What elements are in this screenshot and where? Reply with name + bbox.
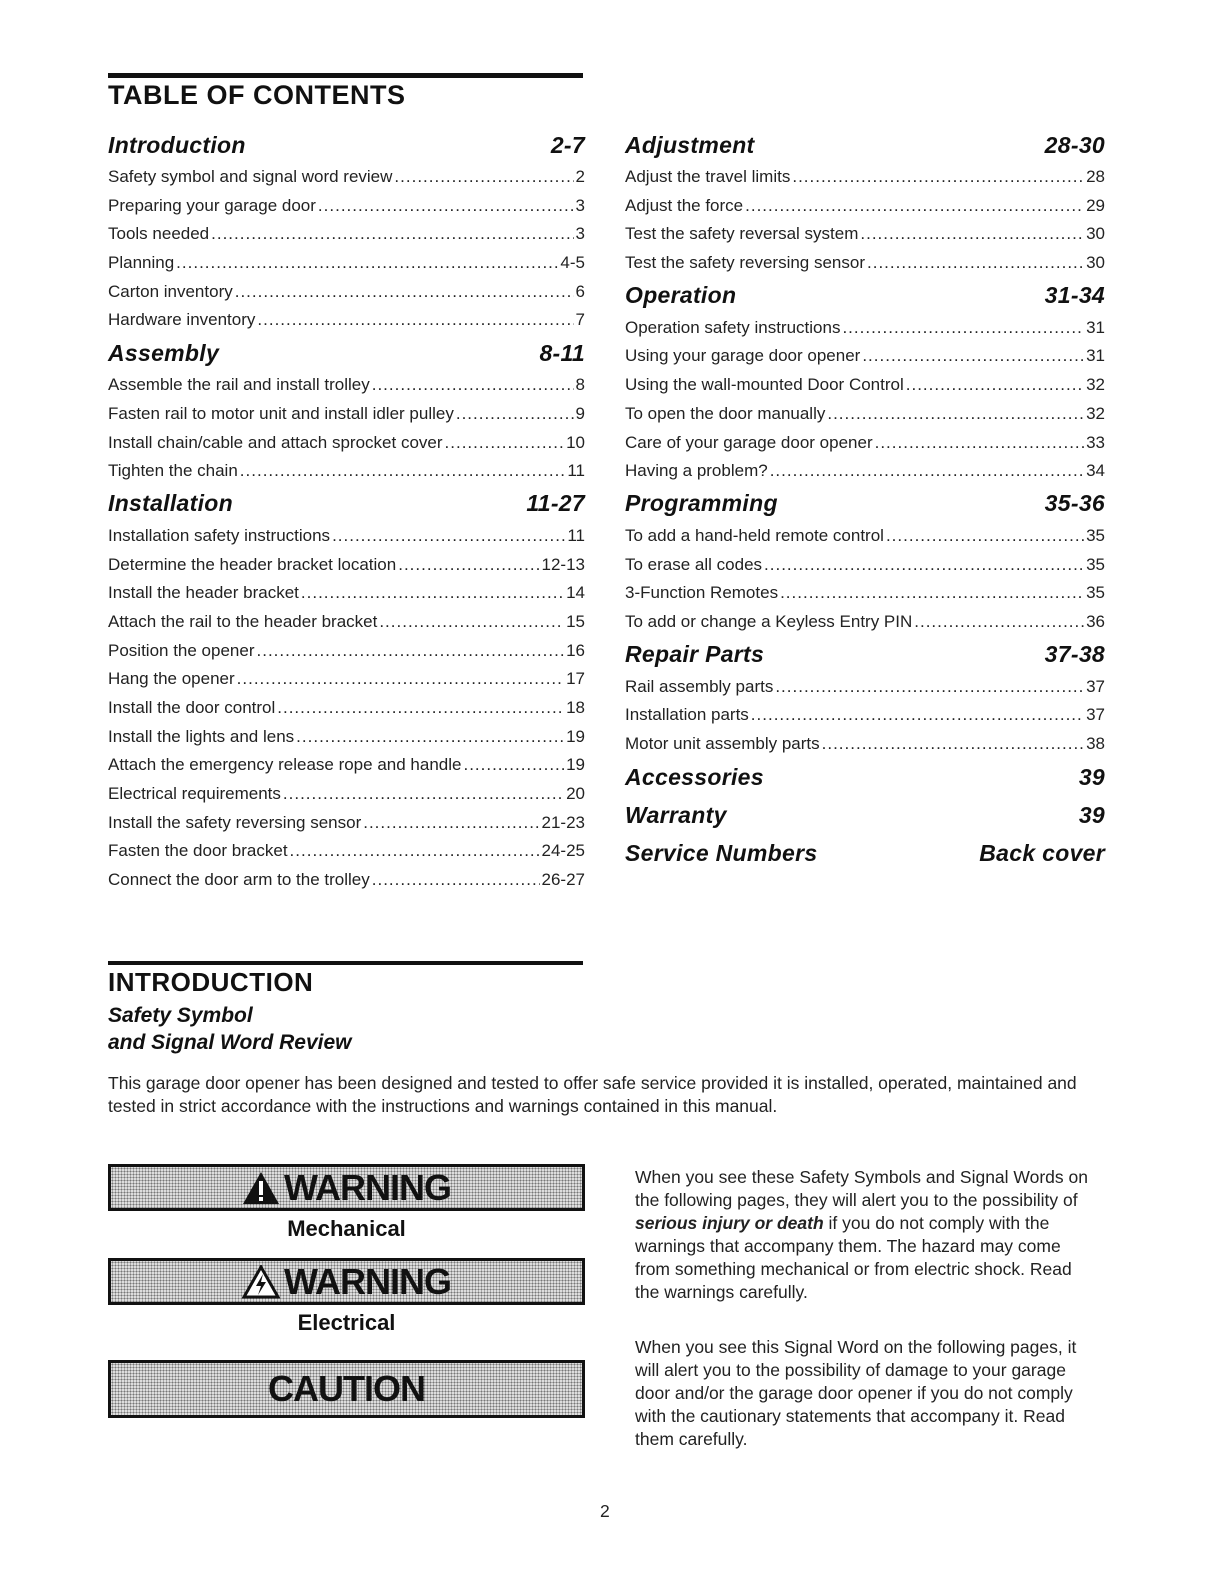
section-title: Repair Parts	[625, 641, 765, 668]
toc-section-heading[interactable]	[625, 797, 1105, 835]
entry-title: Assemble the rail and install trolley	[108, 375, 370, 395]
toc-entry[interactable]	[625, 163, 1105, 192]
entry-page: 32	[1086, 375, 1105, 395]
entry-page: 2	[575, 167, 585, 186]
dot-leader	[363, 809, 539, 838]
warning-label: WARNING	[284, 1260, 451, 1302]
dot-leader	[290, 837, 540, 866]
toc-entry[interactable]	[108, 192, 585, 221]
dot-leader	[211, 220, 573, 249]
entry-page: 16	[566, 640, 585, 660]
toc-entry[interactable]	[108, 751, 585, 780]
section-title: Installation	[108, 490, 234, 517]
entry-page: 33	[1086, 432, 1105, 452]
dot-leader	[257, 637, 565, 666]
toc-entry[interactable]	[108, 163, 585, 192]
section-pages: Back cover	[979, 840, 1105, 867]
entry-page: 37	[1086, 676, 1105, 696]
section-title: Adjustment	[625, 131, 755, 158]
dot-leader	[792, 163, 1084, 192]
entry-title: Tighten the chain	[108, 461, 238, 481]
warning-exclamation-icon	[242, 1171, 280, 1205]
dot-leader	[827, 400, 1084, 429]
entry-title: Installation parts	[625, 705, 749, 725]
entry-page: 30	[1086, 224, 1105, 244]
section-pages: 2-7	[550, 131, 585, 158]
entry-title: Determine the header bracket location	[108, 554, 397, 574]
toc-entry[interactable]	[108, 809, 585, 838]
intro-subtitle-2: and Signal Word Review	[108, 1031, 352, 1054]
text: if you do not comply with the warnings that accompany them. The hazard may come from something mechanical or from electric shock. Read the warnings carefully.	[635, 1213, 1072, 1302]
entry-page: 19	[566, 755, 585, 775]
dot-leader	[257, 306, 573, 335]
toc-section-heading[interactable]	[625, 278, 1105, 314]
entry-title: Adjust the travel limits	[625, 167, 791, 186]
entry-title: Safety symbol and signal word review	[108, 167, 393, 186]
entry-title: Install the lights and lens	[108, 726, 295, 746]
electric-shock-icon	[242, 1265, 280, 1299]
warning-explanation	[635, 1166, 1100, 1304]
toc-entry[interactable]	[108, 220, 585, 249]
entry-title: Carton inventory	[108, 281, 233, 301]
section-title: Service Numbers	[625, 840, 818, 867]
toc-section-heading[interactable]	[625, 835, 1105, 873]
entry-title: To open the door manually	[625, 403, 826, 423]
dot-leader	[822, 730, 1084, 759]
entry-page: 32	[1086, 403, 1105, 423]
dot-leader	[379, 608, 564, 637]
emphasis: serious injury or death	[635, 1213, 824, 1233]
dot-leader	[875, 429, 1084, 458]
section-pages: 31-34	[1044, 282, 1105, 309]
entry-title: Adjust the force	[625, 195, 744, 215]
entry-title: Care of your garage door opener	[625, 432, 873, 452]
toc-entry[interactable]	[108, 400, 585, 429]
entry-page: 11	[567, 525, 585, 545]
entry-page: 35	[1086, 525, 1105, 545]
toc-entry[interactable]	[108, 723, 585, 752]
entry-title: Attach the emergency release rope and handle	[108, 755, 462, 775]
dot-leader	[237, 665, 564, 694]
entry-title: Connect the door arm to the trolley	[108, 870, 370, 890]
toc-entry[interactable]	[108, 278, 585, 307]
entry-title: Tools needed	[108, 224, 210, 244]
section-title: Accessories	[625, 764, 764, 791]
toc-entry[interactable]	[625, 342, 1105, 371]
toc-entry[interactable]	[625, 551, 1105, 580]
entry-page: 3	[575, 195, 585, 215]
entry-page: 11	[567, 461, 585, 481]
toc-entry[interactable]	[108, 371, 585, 400]
dot-leader	[775, 673, 1084, 702]
toc-entry[interactable]	[108, 866, 585, 895]
toc-entry[interactable]	[625, 314, 1105, 343]
section-title: Warranty	[625, 802, 727, 829]
entry-page: 17	[566, 669, 585, 689]
warning-electrical-banner	[108, 1258, 585, 1305]
toc-entry[interactable]	[625, 249, 1105, 278]
dot-leader	[456, 400, 574, 429]
dot-leader	[372, 866, 540, 895]
dot-leader	[862, 342, 1084, 371]
entry-page: 8	[575, 375, 585, 395]
toc-section-heading[interactable]	[108, 335, 585, 371]
toc-section-heading[interactable]	[625, 759, 1105, 797]
toc-entry[interactable]	[108, 694, 585, 723]
entry-title: Install the safety reversing sensor	[108, 812, 362, 832]
entry-title: Test the safety reversal system	[625, 224, 859, 244]
warning-label: WARNING	[284, 1166, 451, 1208]
dot-leader	[745, 192, 1084, 221]
toc-entry[interactable]	[625, 608, 1105, 637]
entry-page: 12-13	[541, 554, 585, 574]
section-pages: 37-38	[1044, 641, 1105, 668]
dot-leader	[176, 249, 558, 278]
entry-page: 26-27	[541, 870, 585, 890]
entry-page: 35	[1086, 554, 1105, 574]
entry-title: Fasten the door bracket	[108, 841, 288, 861]
toc-entry[interactable]	[108, 665, 585, 694]
toc-rule	[108, 73, 583, 78]
dot-leader	[301, 579, 564, 608]
entry-title: Installation safety instructions	[108, 525, 331, 545]
entry-page: 18	[566, 698, 585, 717]
entry-title: Install the door control	[108, 698, 276, 717]
dot-leader	[751, 701, 1084, 730]
toc-title: TABLE OF CONTENTS	[108, 80, 406, 110]
entry-title: Hardware inventory	[108, 310, 256, 330]
entry-page: 38	[1086, 734, 1105, 753]
entry-page: 35	[1086, 583, 1105, 603]
section-pages: 39	[1078, 802, 1105, 829]
toc-entry[interactable]	[625, 220, 1105, 249]
dot-leader	[860, 220, 1084, 249]
entry-title: Electrical requirements	[108, 784, 281, 804]
toc-entry[interactable]	[625, 457, 1105, 486]
entry-title: Using your garage door opener	[625, 346, 861, 366]
dot-leader	[906, 371, 1084, 400]
entry-title: Using the wall-mounted Door Control	[625, 375, 904, 395]
entry-page: 7	[575, 310, 585, 330]
toc-section-heading[interactable]	[625, 637, 1105, 673]
dot-leader	[770, 457, 1084, 486]
section-title: Operation	[625, 282, 737, 309]
entry-page: 28	[1086, 167, 1105, 186]
page-number: 2	[600, 1501, 610, 1521]
dot-leader	[886, 522, 1084, 551]
section-pages: 35-36	[1044, 490, 1105, 517]
section-pages: 39	[1078, 764, 1105, 791]
dot-leader	[764, 551, 1084, 580]
toc-entry[interactable]	[625, 522, 1105, 551]
entry-title: Preparing your garage door	[108, 195, 316, 215]
entry-page: 36	[1086, 611, 1105, 631]
entry-title: To add a hand-held remote control	[625, 525, 884, 545]
toc-entry[interactable]	[625, 579, 1105, 608]
dot-leader	[296, 723, 564, 752]
entry-page: 37	[1086, 705, 1105, 725]
entry-title: Motor unit assembly parts	[625, 734, 820, 753]
toc-entry[interactable]	[108, 249, 585, 278]
toc-section-heading[interactable]	[108, 486, 585, 522]
entry-title: Fasten rail to motor unit and install idler pulley	[108, 403, 454, 423]
toc-entry[interactable]	[625, 400, 1105, 429]
toc-entry[interactable]	[108, 837, 585, 866]
dot-leader	[398, 551, 539, 580]
toc-entry[interactable]	[108, 551, 585, 580]
entry-page: 15	[566, 611, 585, 631]
entry-page: 4-5	[560, 253, 585, 273]
entry-page: 24-25	[541, 841, 585, 861]
entry-page: 6	[575, 281, 585, 301]
dot-leader	[914, 608, 1084, 637]
dot-leader	[463, 751, 564, 780]
entry-title: 3-Function Remotes	[625, 583, 779, 603]
entry-page: 21-23	[541, 812, 585, 832]
toc-entry[interactable]	[625, 192, 1105, 221]
section-pages: 28-30	[1044, 131, 1105, 158]
entry-page: 20	[566, 784, 585, 804]
entry-title: Rail assembly parts	[625, 676, 774, 696]
intro-rule	[108, 961, 583, 965]
toc-entry[interactable]	[108, 429, 585, 458]
dot-leader	[277, 694, 564, 723]
entry-title: Operation safety instructions	[625, 317, 841, 337]
entry-page: 10	[566, 432, 585, 452]
dot-leader	[372, 371, 574, 400]
caution-explanation: When you see this Signal Word on the following pages, it will alert you to the possibility of damage to your garage door and/or the garage door opener if you do not comply with the cautionary statements that accompany it. Read them carefully.	[635, 1337, 1077, 1449]
entry-title: Test the safety reversing sensor	[625, 253, 866, 273]
dot-leader	[445, 429, 565, 458]
entry-page: 34	[1086, 461, 1105, 481]
toc-entry[interactable]	[625, 730, 1105, 759]
toc-left-column	[108, 127, 585, 895]
toc-right-column	[625, 127, 1105, 873]
intro-paragraph: This garage door opener has been designed and tested to offer safe service provided it is installed, operated, maintained and tested in strict accordance with the instructions and warnings contained in this manual.	[108, 1073, 1077, 1116]
toc-entry[interactable]	[625, 429, 1105, 458]
toc-entry[interactable]	[625, 673, 1105, 702]
entry-page: 9	[575, 403, 585, 423]
toc-entry[interactable]	[108, 457, 585, 486]
entry-title: Position the opener	[108, 640, 255, 660]
dot-leader	[318, 192, 574, 221]
toc-section-heading[interactable]	[108, 127, 585, 163]
entry-title: Having a problem?	[625, 461, 768, 481]
toc-entry[interactable]	[108, 579, 585, 608]
toc-section-heading[interactable]	[625, 486, 1105, 522]
dot-leader	[283, 780, 564, 809]
dot-leader	[780, 579, 1084, 608]
entry-page: 3	[575, 224, 585, 244]
dot-leader	[332, 522, 565, 551]
intro-title: INTRODUCTION	[108, 967, 314, 997]
warning-mechanical-banner	[108, 1164, 585, 1211]
entry-title: Planning	[108, 253, 175, 273]
toc-section-heading[interactable]	[625, 127, 1105, 163]
toc-entry[interactable]	[108, 306, 585, 335]
dot-leader	[394, 163, 573, 192]
intro-subtitle-1: Safety Symbol	[108, 1004, 253, 1027]
entry-title: To add or change a Keyless Entry PIN	[625, 611, 913, 631]
entry-title: Install the header bracket	[108, 583, 299, 603]
section-pages: 8-11	[539, 339, 585, 366]
entry-title: To erase all codes	[625, 554, 763, 574]
entry-page: 14	[566, 583, 585, 603]
dot-leader	[842, 314, 1084, 343]
toc-entry[interactable]	[108, 637, 585, 666]
dot-leader	[240, 457, 566, 486]
entry-page: 31	[1086, 317, 1105, 337]
dot-leader	[235, 278, 574, 307]
text: When you see these Safety Symbols and Signal Words on the following pages, they will alert you to the possibility of	[635, 1167, 1088, 1210]
section-title: Introduction	[108, 131, 246, 158]
toc-entry[interactable]	[625, 371, 1105, 400]
entry-page: 29	[1086, 195, 1105, 215]
toc-entry[interactable]	[108, 522, 585, 551]
entry-title: Install chain/cable and attach sprocket cover	[108, 432, 443, 452]
dot-leader	[867, 249, 1084, 278]
toc-entry[interactable]	[108, 780, 585, 809]
caution-banner	[108, 1360, 585, 1418]
toc-entry[interactable]	[108, 608, 585, 637]
entry-title: Hang the opener	[108, 669, 235, 689]
toc-entry[interactable]	[625, 701, 1105, 730]
entry-page: 30	[1086, 253, 1105, 273]
section-title: Assembly	[108, 339, 220, 366]
section-pages: 11-27	[526, 490, 585, 517]
warning-electrical-caption: Electrical	[297, 1310, 396, 1335]
entry-page: 19	[566, 726, 585, 746]
entry-page: 31	[1086, 346, 1105, 366]
warning-mechanical-caption: Mechanical	[287, 1216, 406, 1241]
entry-title: Attach the rail to the header bracket	[108, 611, 378, 631]
caution-label: CAUTION	[268, 1368, 425, 1409]
section-title: Programming	[625, 490, 778, 517]
